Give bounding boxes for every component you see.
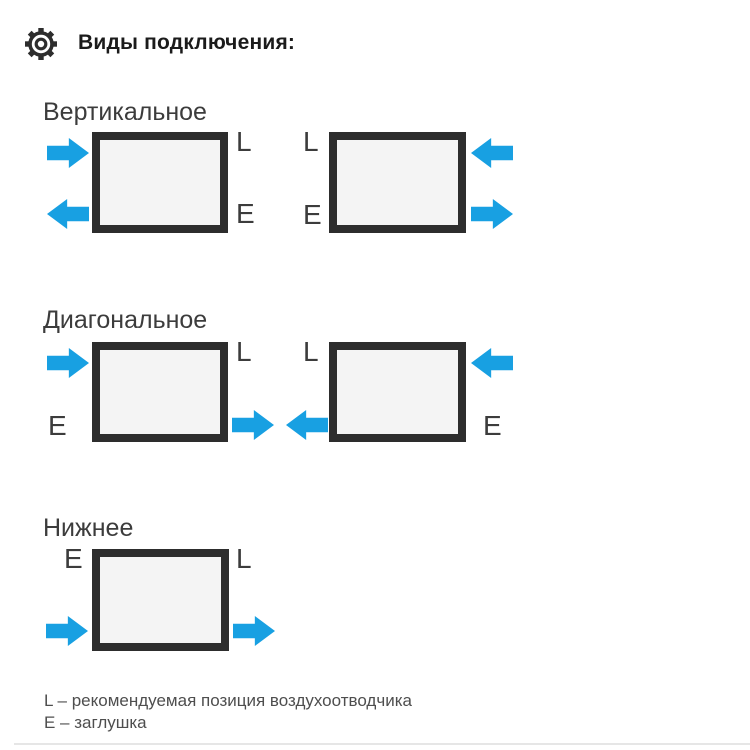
arrow-left-icon (471, 138, 513, 168)
gear-icon (22, 25, 60, 63)
label-l: L (236, 543, 252, 574)
radiator-box (329, 342, 466, 442)
label-l: L (236, 126, 252, 157)
legend-line-e: E – заглушка (44, 713, 147, 732)
arrow-right-icon (46, 616, 88, 646)
arrow-left-icon (47, 199, 89, 229)
radiator-box (92, 132, 228, 233)
section-title-diagonal: Диагональное (43, 306, 208, 334)
arrow-right-icon (47, 138, 89, 168)
label-e: E (48, 410, 67, 441)
legend-line-l: L – рекомендуемая позиция воздухоотводчика (44, 691, 412, 710)
label-l: L (303, 126, 319, 157)
radiator-box (92, 549, 229, 651)
radiator-box (92, 342, 228, 442)
label-l: L (303, 336, 319, 367)
arrow-right-icon (471, 199, 513, 229)
arrow-left-icon (286, 410, 328, 440)
arrow-right-icon (47, 348, 89, 378)
page-title: Виды подключения: (78, 31, 296, 54)
label-e: E (303, 199, 322, 230)
arrow-right-icon (232, 410, 274, 440)
arrow-left-icon (471, 348, 513, 378)
label-e: E (483, 410, 502, 441)
section-title-vertical: Вертикальное (43, 98, 207, 126)
section-title-bottom: Нижнее (43, 514, 134, 542)
label-e: E (236, 198, 255, 229)
label-e: E (64, 543, 83, 574)
bottom-divider (14, 743, 750, 745)
arrow-right-icon (233, 616, 275, 646)
label-l: L (236, 336, 252, 367)
radiator-box (329, 132, 466, 233)
